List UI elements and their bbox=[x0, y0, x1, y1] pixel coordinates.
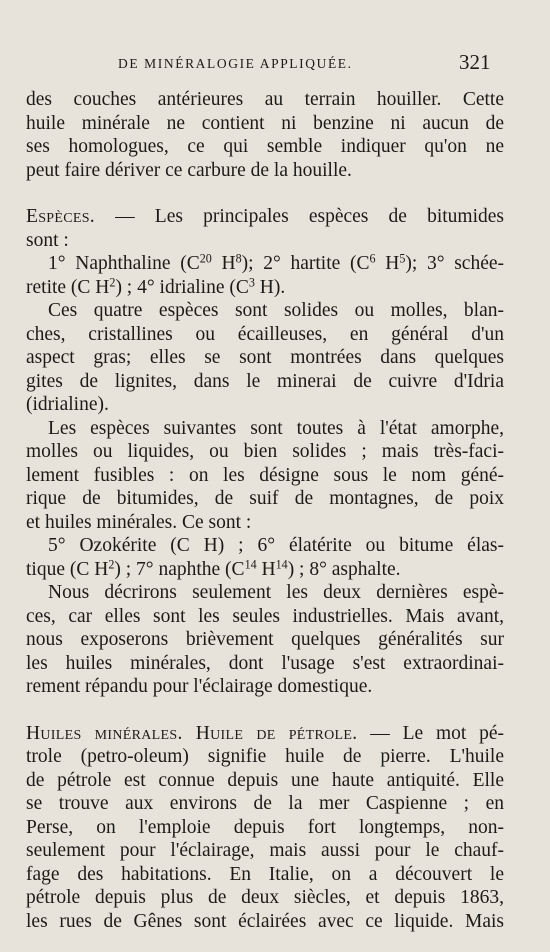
text-line: ses homologues, ce qui semble indiquer qu'on ne bbox=[26, 136, 504, 157]
section-especes bbox=[26, 205, 504, 699]
text-line: les huiles minérales, dont l'usage s'est extraordinai- bbox=[26, 652, 504, 674]
body-text bbox=[26, 88, 504, 933]
paragraph-continuation bbox=[26, 88, 504, 182]
text-line: ces, car elles sont les seules industrielles. Mais avant, bbox=[26, 605, 504, 627]
text-line: de pétrole est connue depuis une haute antiquité. Elle bbox=[26, 769, 504, 791]
section-heading: Espèces. bbox=[26, 206, 95, 227]
text-line: aspect gras; elles se sont montrées dans quelques bbox=[26, 347, 504, 368]
text-line: gites de lignites, dans le minerai de cuivre d'Idria bbox=[26, 370, 504, 392]
text-line: les rues de Gênes sont éclairées avec ce liquide. Mais bbox=[26, 910, 504, 932]
text-line: Les espèces suivantes sont toutes à l'état amorphe, bbox=[48, 417, 504, 439]
text-line: peut faire dériver ce carbure de la houille. bbox=[26, 159, 352, 181]
text-line: se trouve aux environs de la mer Caspienne ; en bbox=[26, 793, 504, 814]
page-number: 321 bbox=[459, 50, 491, 74]
text-line: Espèces. — Les principales espèces de bitumides bbox=[26, 206, 504, 227]
text-line: Huiles minérales. Huile de pétrole. — Le mot pé- bbox=[26, 722, 504, 744]
text-line: rique de bitumides, de suif de montagnes, de poix bbox=[26, 488, 504, 509]
text-line: des couches antérieures au terrain houiller. Cette bbox=[26, 89, 504, 110]
species-list-line: 5° Ozokérite (C H) ; 6° élatérite ou bitume élas- bbox=[48, 535, 504, 556]
text-line: rement répandu pour l'éclairage domestique. bbox=[26, 676, 373, 697]
text-line: molles ou liquides, ou bien solides ; mais très-faci- bbox=[26, 441, 504, 462]
text-line: seulement pour l'éclairage, mais aussi pour le chauf- bbox=[26, 840, 504, 861]
species-list-line: 1° Naphthaline ($C^{20}$ $H^8$); 2° hartite ($C^6$ $H^5$); 3° schée- bbox=[48, 251, 504, 274]
section-heading: Huiles minérales. Huile de pétrole. bbox=[26, 722, 358, 744]
text-line: Nous décrirons seulement les deux dernières espè- bbox=[48, 582, 504, 603]
text-line: fage des habitations. En Italie, on a découvert le bbox=[26, 863, 504, 885]
text-line: Ces quatre espèces sont solides ou molles, blan- bbox=[48, 300, 504, 321]
text-line: pétrole depuis plus de deux siècles, et depuis 1863, bbox=[26, 887, 504, 908]
species-list-line: retite (C $H^2$) ; 4° idrialine ($C^3$ H). bbox=[26, 274, 286, 298]
text-line: nous exposerons brièvement quelques généralités sur bbox=[26, 629, 504, 650]
section-huiles-minerales bbox=[26, 722, 504, 934]
text-line: sont : bbox=[26, 229, 69, 251]
text-line: trole (petro-oleum) signifie huile de pierre. L'huile bbox=[26, 746, 504, 767]
page-header bbox=[0, 50, 550, 78]
running-title: DE MINÉRALOGIE APPLIQUÉE. bbox=[118, 56, 353, 71]
text-line: Perse, on l'emploie depuis fort longtemps, non- bbox=[26, 816, 504, 838]
text-line: (idrialine). bbox=[26, 394, 109, 415]
text-line: huile minérale ne contient ni benzine ni aucun de bbox=[26, 112, 504, 134]
species-list-line: tique (C $H^2$) ; 7° naphthe ($C^{14}$ $H^{14}$) ; 8° asphalte. bbox=[26, 556, 401, 580]
text-line: et huiles minérales. Ce sont : bbox=[26, 511, 252, 533]
text-line: ches, cristallines ou écailleuses, en général d'un bbox=[26, 323, 504, 345]
text-line: lement fusibles : on les désigne sous le nom géné- bbox=[26, 464, 504, 486]
